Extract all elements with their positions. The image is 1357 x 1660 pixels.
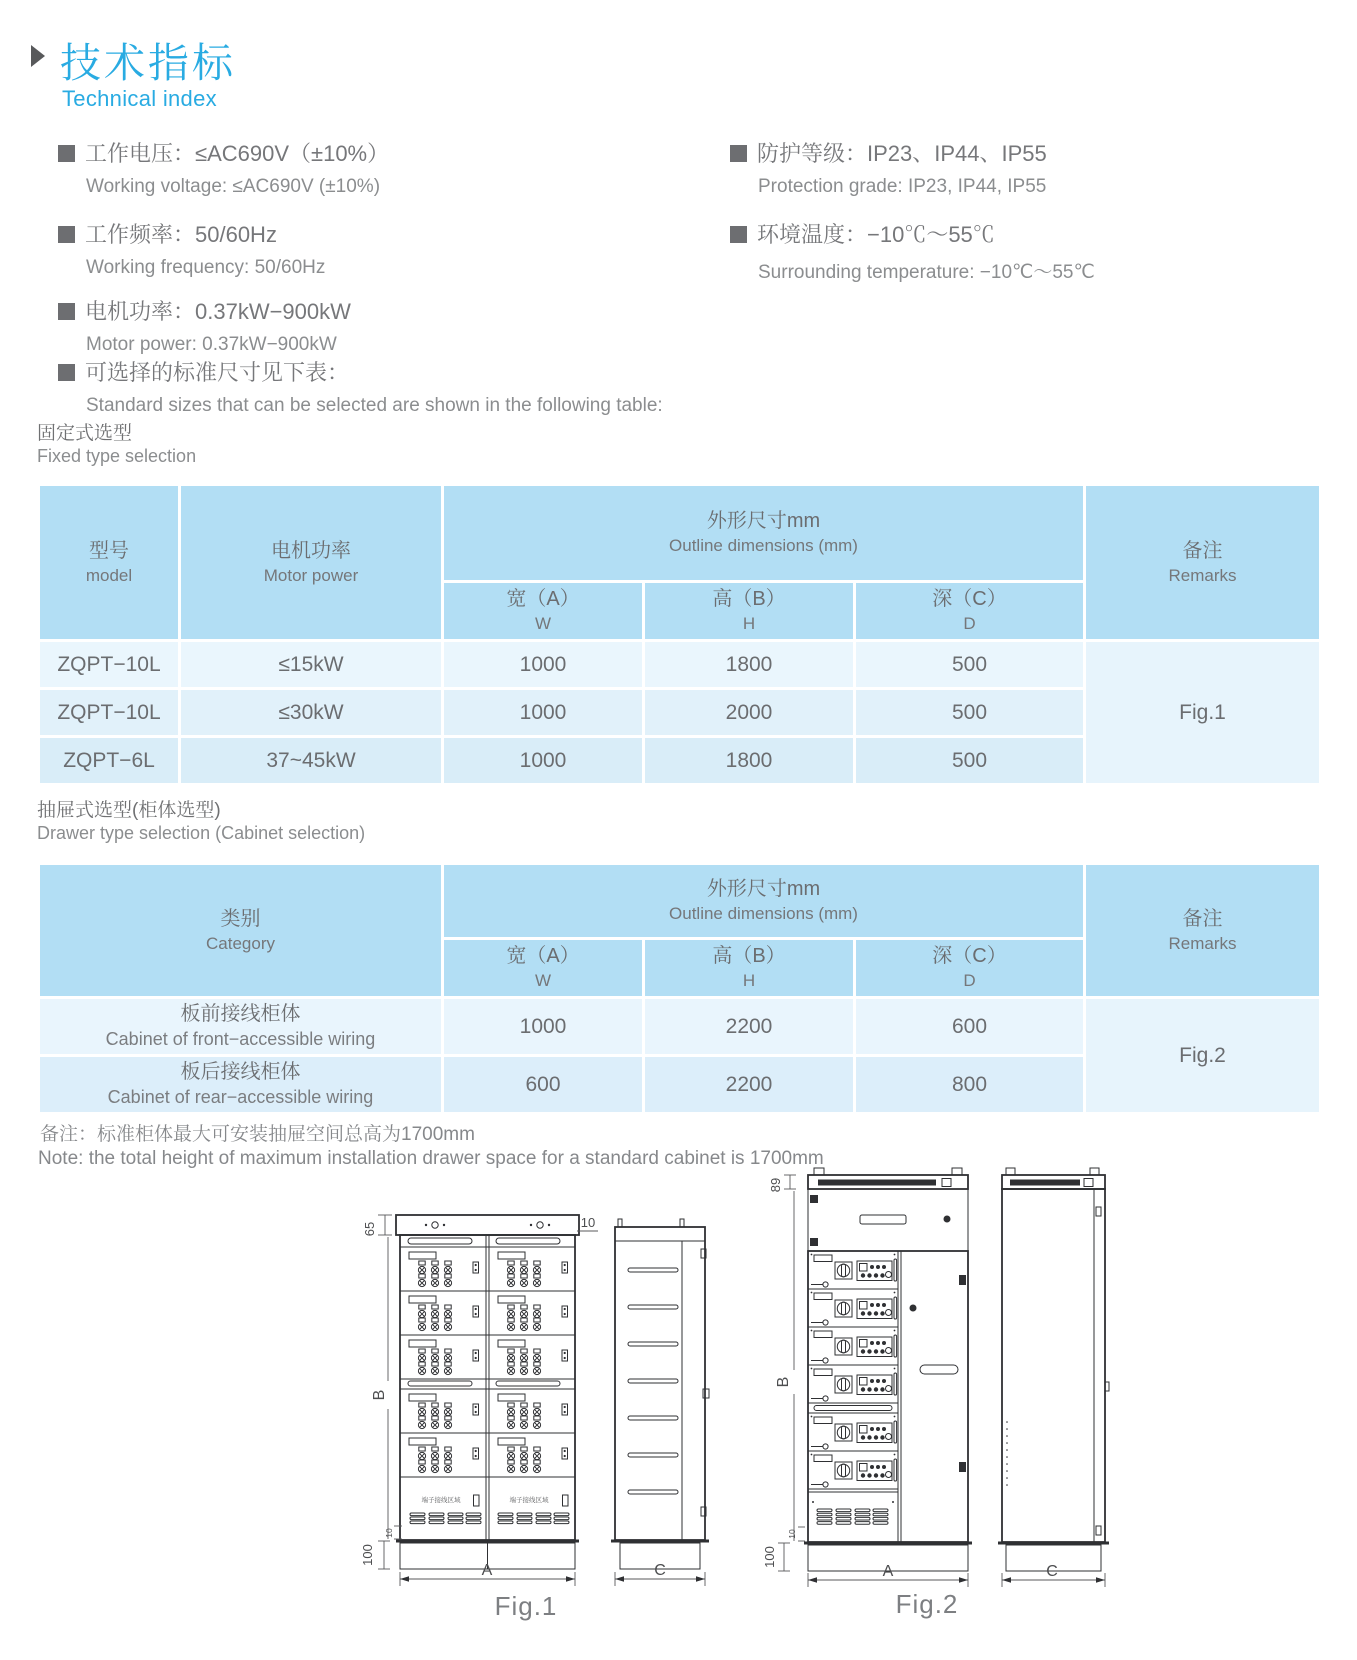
fig2-dim-plinth-inner: 10 [787,1529,797,1539]
header-remarks-en: Remarks [1168,933,1237,953]
cell-height: 1800 [645,642,853,687]
cell-power: ≤30kW [181,690,441,735]
cell-depth: 500 [856,690,1083,735]
fig2-dimensions [762,1175,1105,1587]
header-depth-c-zh: 深（C） [932,945,1007,968]
spec-working-frequency-zh: 工作频率：50/60Hz [85,222,277,247]
fig1-terminal-area-label: 端子接线区域 [421,1497,461,1504]
cell-category-zh: 板前接线柜体 [180,1003,301,1026]
fig1-caption: Fig.1 [494,1591,558,1621]
header-outline-dimensions [444,486,1083,580]
header-depth-c-zh: 深（C） [932,588,1007,611]
cell-width: 1000 [444,690,642,735]
header-outline-zh: 外形尺寸mm [706,878,821,901]
header-width-a-en: W [534,614,552,634]
fig2-caption: Fig.2 [895,1589,959,1619]
header-height-b [645,583,853,639]
header-outline-zh: 外形尺寸mm [706,510,821,533]
header-width-a [444,940,642,996]
page-title: 技术指标 [60,40,236,86]
header-height-b-zh: 高（B） [712,945,786,968]
fixed-type-section-title-en: Fixed type selection [37,446,197,466]
header-model [40,486,178,639]
header-width-a [444,583,642,639]
note-zh: 备注：标准柜体最大可安装抽屉空间总高为1700mm [40,1124,475,1145]
cell-model: ZQPT−6L [40,738,178,783]
cell-category-en: Cabinet of rear−accessible wiring [107,1087,374,1108]
header-depth-c [856,583,1083,639]
header-model-zh: 型号 [89,539,129,562]
header-remarks [1086,865,1319,996]
fig1-dim-width: A [481,1562,493,1579]
header-height-b-en: H [742,971,756,991]
cell-depth: 500 [856,642,1083,687]
bullet-square-icon [58,303,75,320]
header-category-zh: 类别 [220,907,261,930]
cell-model: ZQPT−10L [40,690,178,735]
spec-surrounding-temperature [730,218,995,249]
fig1-dim-cap-lip: 10 [580,1215,596,1230]
cell-width: 1000 [444,642,642,687]
fig1-front-view [396,1215,579,1569]
header-height-b [645,940,853,996]
spec-table-intro-zh: 可选择的标准尺寸见下表： [85,360,350,385]
note-en: Note: the total height of maximum installation drawer space for a standard cabinet is 1700mm [38,1148,824,1169]
header-category-en: Category [206,933,275,953]
header-category [40,865,441,996]
header-motor-power-zh: 电机功率 [271,539,351,562]
cell-width: 600 [444,1057,642,1112]
fig2-dim-plinth-height: 100 [762,1546,777,1568]
fig1-dim-body-height: B [371,1389,388,1401]
cell-remark-fig2: Fig.2 [1086,999,1319,1112]
fig1-dim-depth: C [654,1562,666,1579]
drawer-type-section-title-zh: 抽屉式选型(柜体选型) [37,800,221,821]
figure-1-drawing [330,1145,730,1635]
header-outline-en: Outline dimensions (mm) [669,536,858,556]
spec-motor-power [58,295,351,326]
fig2-dim-body-height: B [775,1376,792,1388]
spec-working-frequency [58,218,277,249]
fig2-dim-width: A [882,1563,894,1580]
spec-working-frequency-en: Working frequency: 50/60Hz [86,257,326,278]
cell-category [40,1057,441,1112]
spec-table-intro-en: Standard sizes that can be selected are shown in the following table: [86,395,663,416]
table-row [40,999,1319,1054]
table-row [40,642,1319,687]
bullet-square-icon [730,145,747,162]
header-remarks [1086,486,1319,639]
cell-width: 1000 [444,738,642,783]
cell-height: 2200 [645,999,853,1054]
spec-protection-grade [730,137,1047,168]
spec-surrounding-temperature-en: Surrounding temperature: −10℃～55℃ [758,262,1095,283]
header-depth-c-en: D [963,971,976,991]
cell-remark-fig1: Fig.1 [1086,642,1319,783]
fixed-type-section-title-zh: 固定式选型 [37,423,133,444]
cell-height: 2200 [645,1057,853,1112]
cell-width: 1000 [444,999,642,1054]
header-motor-power [181,486,441,639]
fig1-terminal-area-label: 端子接线区域 [509,1497,549,1504]
cell-power: 37~45kW [181,738,441,783]
spec-motor-power-zh: 电机功率：0.37kW−900kW [85,299,351,324]
spec-working-voltage-zh: 工作电压：≤AC690V（±10%） [85,141,390,166]
header-width-a-zh: 宽（A） [506,588,580,611]
cell-height: 1800 [645,738,853,783]
spec-motor-power-en: Motor power: 0.37kW−900kW [86,334,337,355]
cell-category-en: Cabinet of front−accessible wiring [105,1029,376,1050]
fig1-dim-plinth-height: 100 [360,1544,375,1566]
fig1-dim-plinth-inner: 10 [384,1528,394,1538]
section-arrow-icon [31,45,45,67]
cell-category [40,999,441,1054]
header-depth-c [856,940,1083,996]
figure-2-drawing [730,1112,1130,1622]
header-width-a-zh: 宽（A） [506,945,580,968]
cell-depth: 800 [856,1057,1083,1112]
header-outline-en: Outline dimensions (mm) [669,904,858,924]
fig2-dim-depth: C [1046,1563,1058,1580]
header-outline-dimensions [444,865,1083,937]
cell-depth: 500 [856,738,1083,783]
cell-depth: 600 [856,999,1083,1054]
cell-height: 2000 [645,690,853,735]
page-subtitle: Technical index [62,86,217,111]
fig2-dim-cap-height: 89 [768,1177,783,1193]
bullet-square-icon [58,145,75,162]
bullet-square-icon [58,364,75,381]
spec-protection-grade-en: Protection grade: IP23, IP44, IP55 [758,176,1047,197]
header-height-b-zh: 高（B） [712,588,786,611]
spec-working-voltage-en: Working voltage: ≤AC690V (±10%) [86,176,381,197]
cell-category-zh: 板后接线柜体 [180,1061,301,1084]
drawer-type-table [37,862,1322,1115]
cell-power: ≤15kW [181,642,441,687]
header-depth-c-en: D [963,614,976,634]
fig2-front-view [804,1168,972,1571]
header-motor-power-en: Motor power [263,565,359,585]
fig2-side-view [998,1168,1109,1571]
header-width-a-en: W [534,971,552,991]
fig1-dim-cap-height: 65 [362,1221,377,1237]
spec-table-intro [58,356,349,387]
header-remarks-zh: 备注 [1182,907,1223,930]
bullet-square-icon [730,226,747,243]
fixed-type-table [37,483,1322,786]
fig1-side-view [611,1219,709,1569]
spec-protection-grade-zh: 防护等级：IP23、IP44、IP55 [757,141,1047,166]
cell-model: ZQPT−10L [40,642,178,687]
spec-working-voltage [58,137,389,168]
bullet-square-icon [58,226,75,243]
header-remarks-en: Remarks [1168,565,1237,585]
header-remarks-zh: 备注 [1182,539,1223,562]
header-model-en: model [85,565,133,585]
drawer-type-section-title-en: Drawer type selection (Cabinet selection) [37,823,366,843]
header-height-b-en: H [742,614,756,634]
spec-surrounding-temperature-zh: 环境温度：−10℃～55℃ [757,222,995,247]
